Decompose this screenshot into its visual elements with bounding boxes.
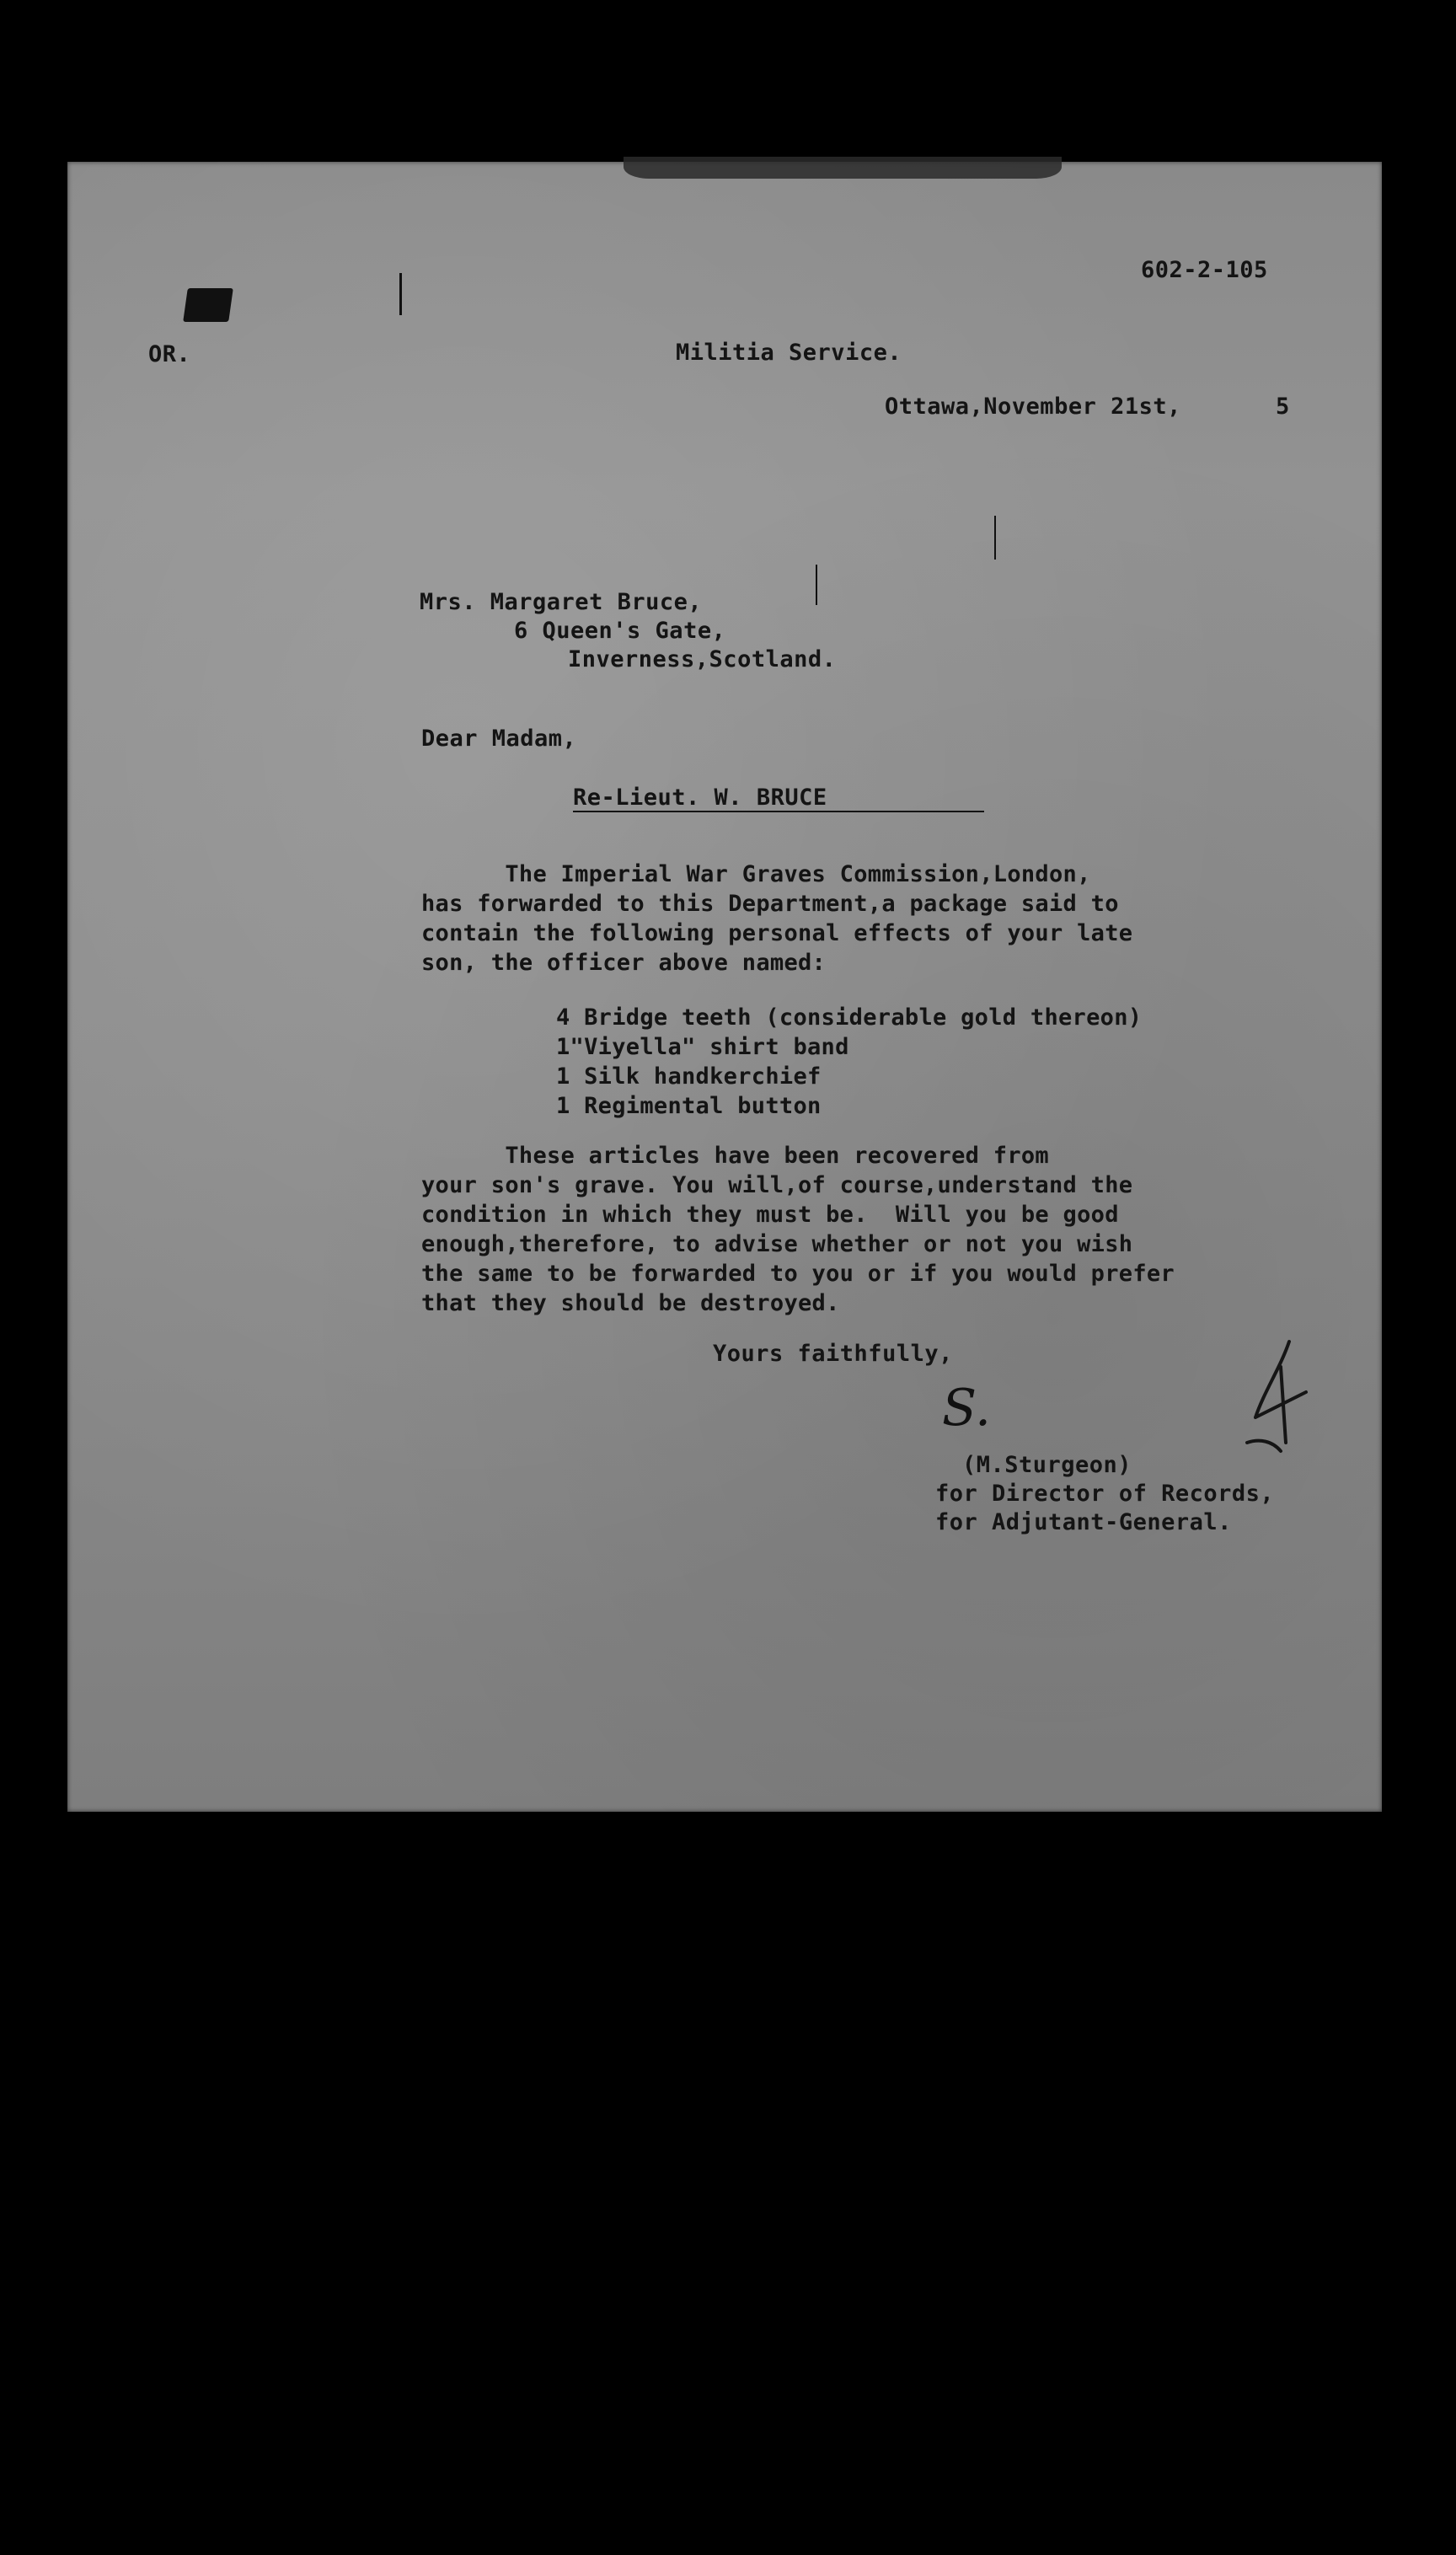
margin-mark: OR. <box>148 341 191 367</box>
ink-stroke <box>399 273 402 315</box>
date-line: Ottawa,November 21st, <box>885 394 1181 420</box>
body-paragraph-2 <box>421 1141 1175 1318</box>
recipient-city: Inverness,Scotland. <box>568 646 837 672</box>
body-line: The Imperial War Graves Commission,London, <box>421 861 1091 887</box>
signatory-name: (M.Sturgeon) <box>962 1452 1132 1478</box>
body-line: enough,therefore, to advise whether or not you wish <box>421 1231 1133 1257</box>
signature-initial: S. <box>942 1379 992 1438</box>
signatory-title-1: for Director of Records, <box>935 1481 1275 1507</box>
subject-underline <box>573 811 984 812</box>
page-mark: 5 <box>1276 394 1290 420</box>
body-line: condition in which they must be. Will you be good <box>421 1202 1119 1228</box>
handwritten-scribble <box>1230 1333 1323 1460</box>
body-line: contain the following personal effects of your late <box>421 920 1133 946</box>
letter-sheet <box>67 162 1382 1812</box>
body-line: the same to be forwarded to you or if you would prefer <box>421 1261 1175 1287</box>
list-item: 4 Bridge teeth (considerable gold thereon) <box>556 1004 1143 1031</box>
body-line: These articles have been recovered from <box>421 1143 1049 1169</box>
recipient-name: Mrs. Margaret Bruce, <box>420 589 703 615</box>
body-paragraph-1 <box>421 860 1132 978</box>
closing: Yours faithfully, <box>713 1341 953 1367</box>
body-line: that they should be destroyed. <box>421 1290 840 1316</box>
body-line: son, the officer above named: <box>421 950 827 976</box>
signatory-title-2: for Adjutant-General. <box>935 1509 1232 1535</box>
effects-list <box>556 1003 1142 1121</box>
list-item: 1"Viyella" shirt band <box>556 1034 849 1060</box>
salutation: Dear Madam, <box>421 726 577 752</box>
body-line: has forwarded to this Department,a package said to <box>421 891 1119 917</box>
list-item: 1 Silk handkerchief <box>556 1063 822 1090</box>
subject-line: Re-Lieut. W. BRUCE <box>573 785 827 811</box>
list-item: 1 Regimental button <box>556 1093 822 1119</box>
torn-edge <box>624 157 1062 179</box>
body-line: your son's grave. You will,of course,understand the <box>421 1172 1133 1198</box>
ink-stroke <box>994 516 996 560</box>
recipient-street: 6 Queen's Gate, <box>514 618 726 644</box>
file-reference: 602-2-105 <box>1141 257 1268 283</box>
ink-stroke <box>816 565 817 605</box>
ink-stamp-mark <box>183 288 233 322</box>
department-heading: Militia Service. <box>676 340 902 366</box>
